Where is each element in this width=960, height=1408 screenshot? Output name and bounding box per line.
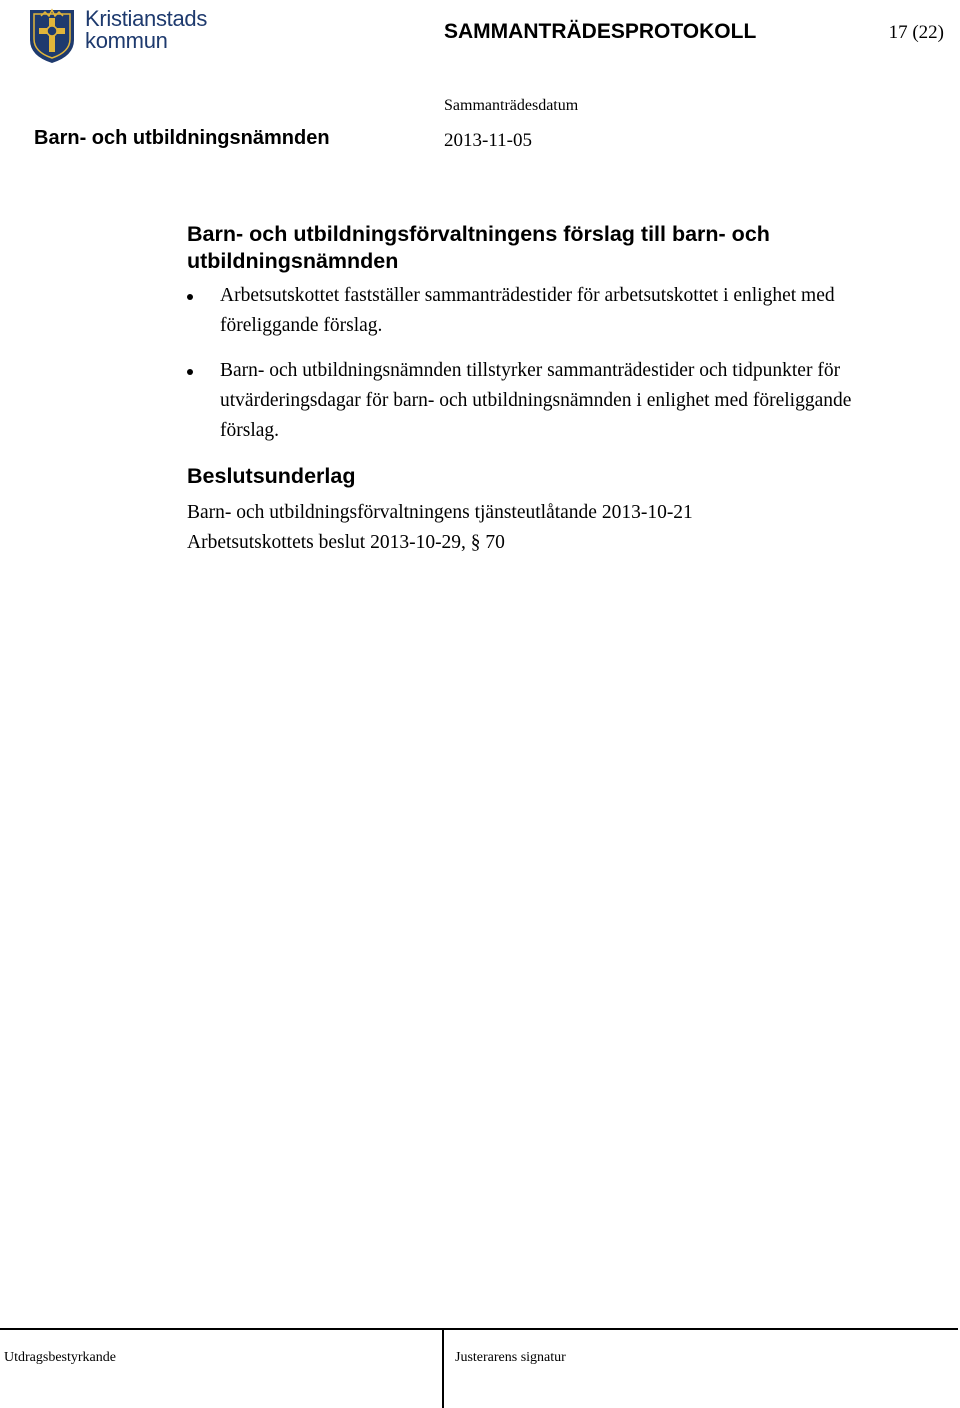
meeting-date-label: Sammanträdesdatum	[444, 97, 579, 114]
meeting-date: 2013-11-05	[444, 130, 532, 151]
page-number: 17 (22)	[888, 22, 944, 43]
footer-divider	[0, 1328, 958, 1330]
list-item-text: Barn- och utbildningsnämnden tillstyrker sammanträdestider och tidpunkter för utvärderingsdagar för barn- och utbildningsnämnden i enlighet med föreliggande förslag.	[220, 360, 852, 441]
basis-heading: Beslutsunderlag	[187, 464, 356, 488]
municipality-logo	[27, 6, 217, 64]
basis-line: Arbetsutskottets beslut 2013-10-29, § 70	[187, 532, 505, 553]
signature-footer	[0, 1328, 958, 1408]
coat-of-arms-icon	[27, 6, 77, 64]
logo-wordmark	[85, 8, 207, 52]
bullet-icon	[187, 369, 193, 375]
basis-line: Barn- och utbildningsförvaltningens tjänsteutlåtande 2013-10-21	[187, 502, 693, 523]
list-item	[187, 281, 867, 341]
bullet-icon	[187, 294, 193, 300]
proposal-heading: Barn- och utbildningsförvaltningens förslag till barn- och utbildningsnämnden	[187, 222, 770, 273]
proposal-list	[187, 281, 867, 446]
list-item-text: Arbetsutskottet fastställer sammanträdestider för arbetsutskottet i enlighet med föreliggande förslag.	[220, 285, 835, 336]
adjuster-signature-label: Justerarens signatur	[455, 1350, 566, 1365]
list-item	[187, 356, 867, 446]
footer-column-divider	[442, 1328, 444, 1408]
document-title: SAMMANTRÄDESPROTOKOLL	[444, 20, 757, 43]
committee-name: Barn- och utbildningsnämnden	[34, 127, 330, 149]
protocol-content	[187, 221, 867, 558]
logo-line-2: kommun	[85, 28, 168, 53]
certification-label: Utdragsbestyrkande	[4, 1350, 116, 1365]
logo-line-1: Kristianstads	[85, 6, 208, 31]
